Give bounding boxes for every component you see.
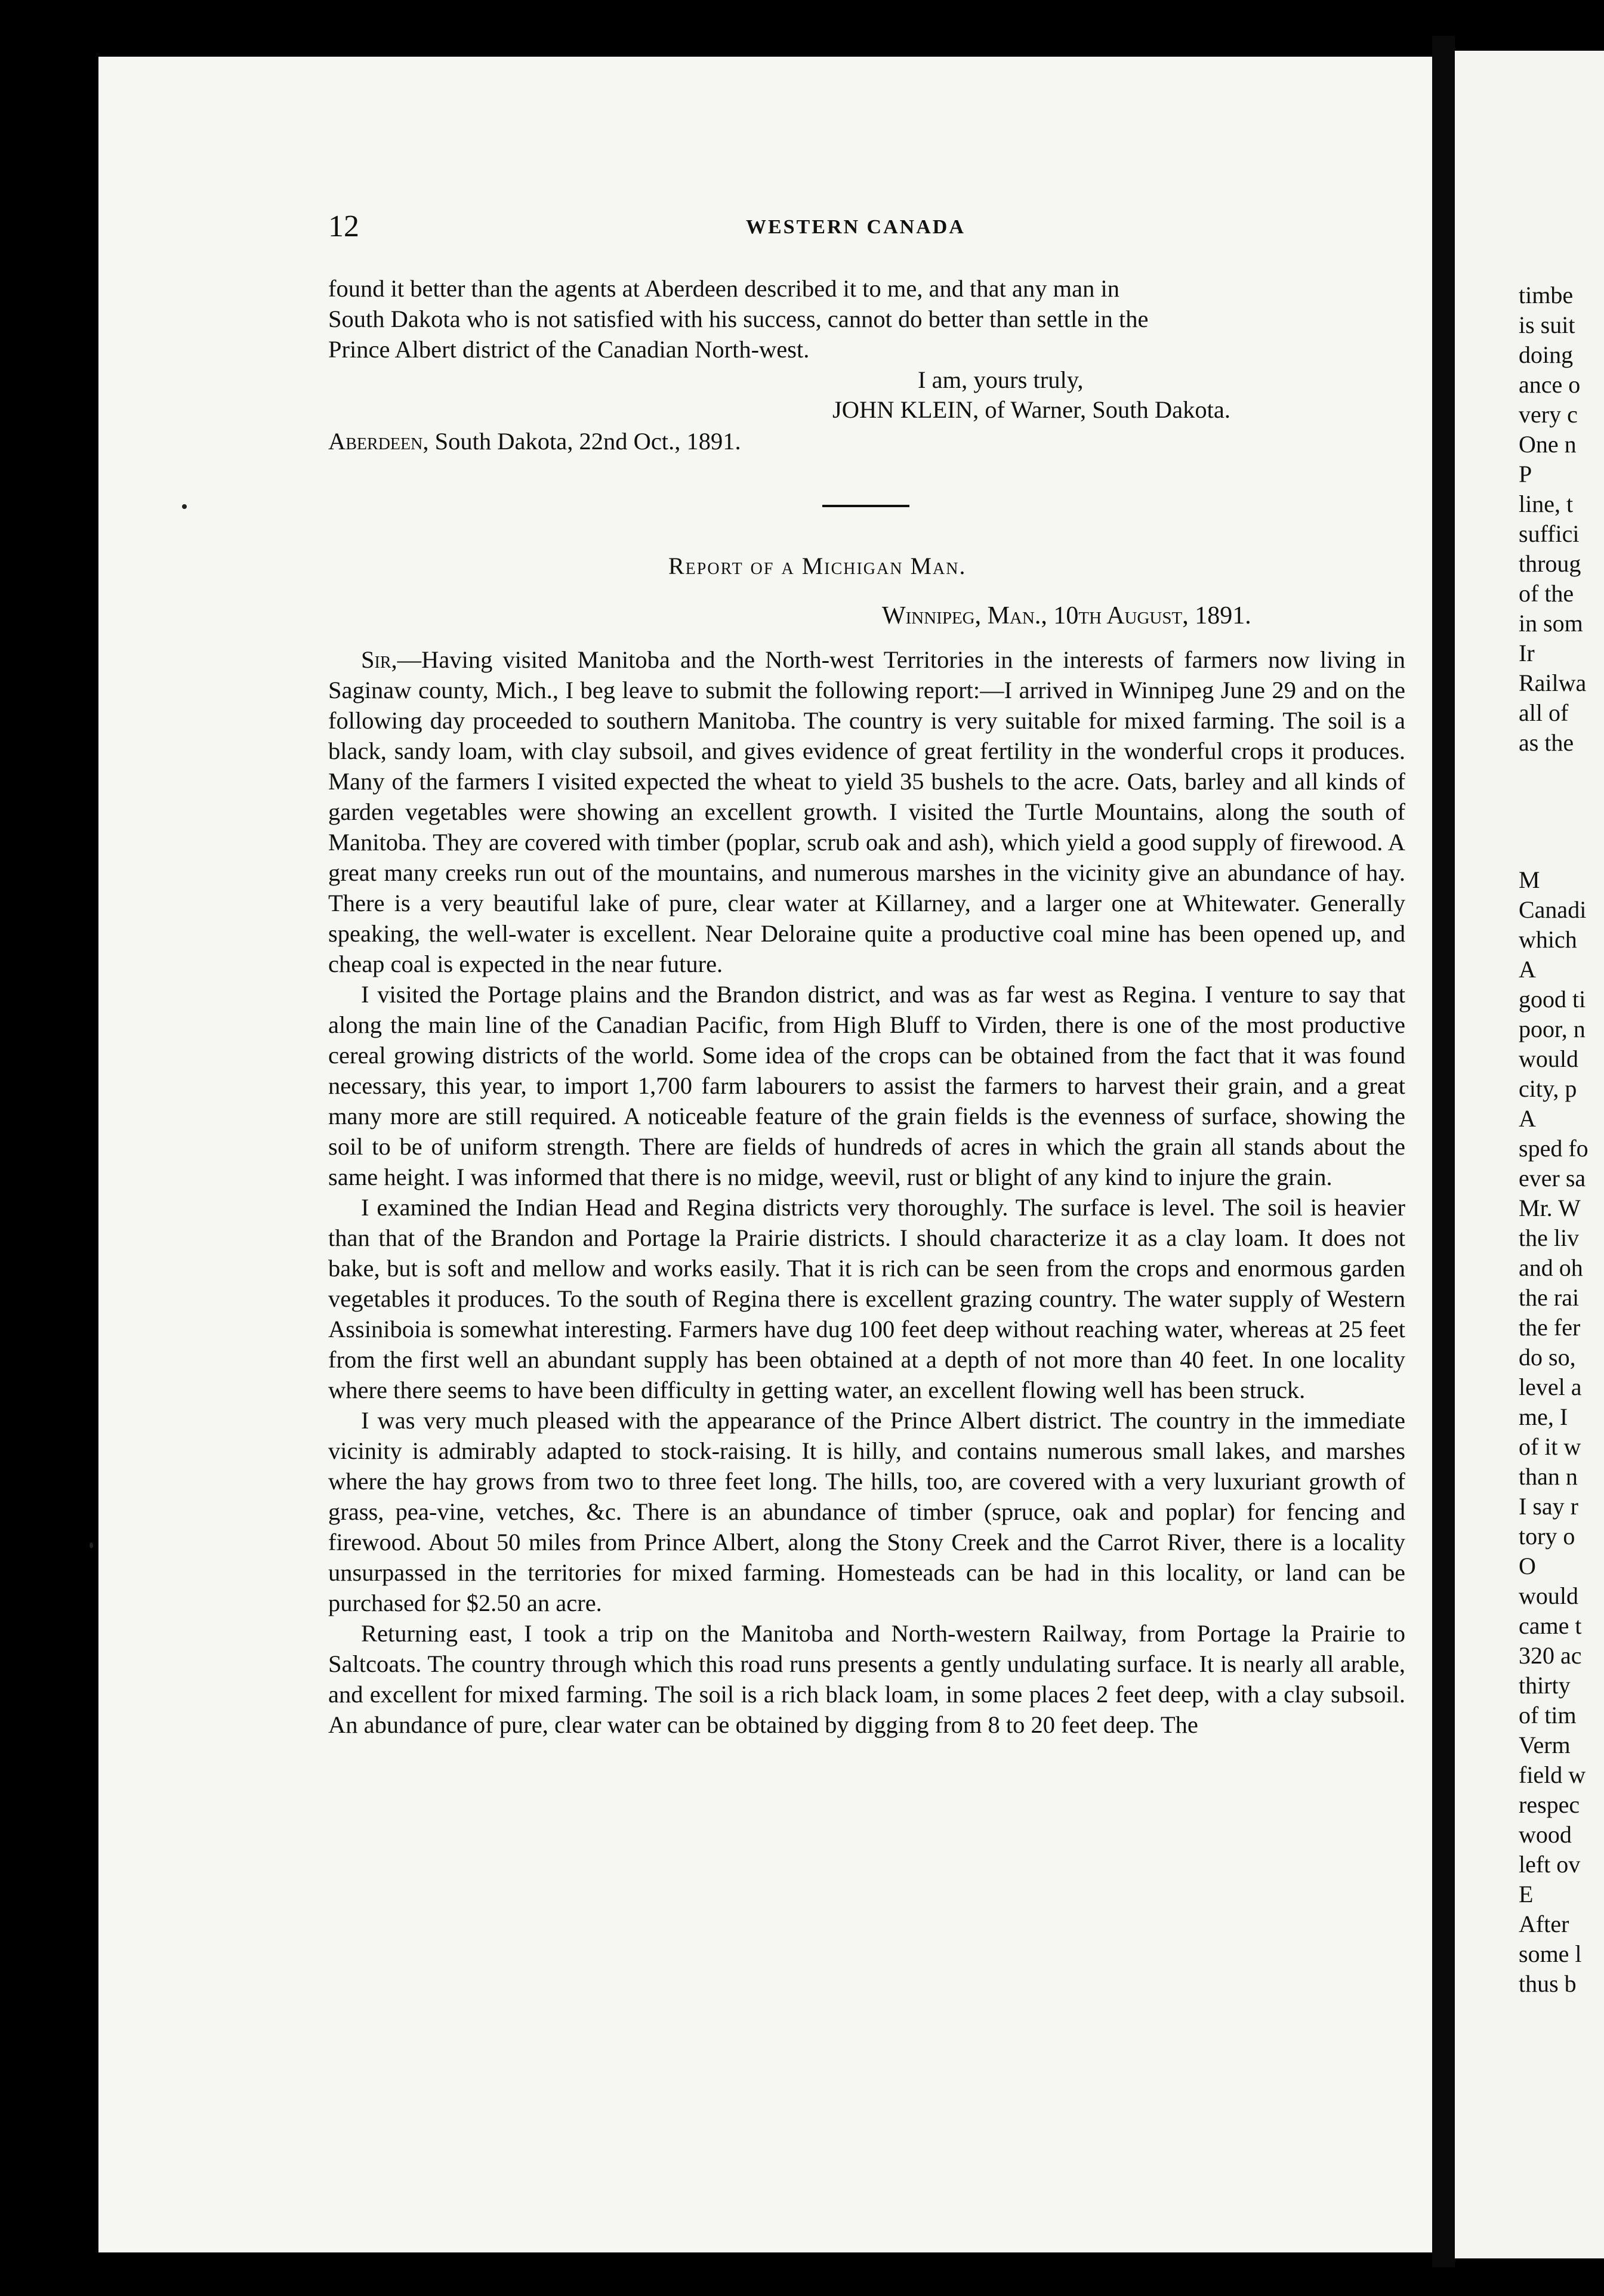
facing-page-line: Canadi — [1519, 896, 1587, 923]
facing-page-line: M — [1519, 866, 1540, 893]
facing-page-line: thus b — [1519, 1970, 1577, 1997]
facing-page-line: in som — [1519, 610, 1583, 637]
place-caps: Aberdeen — [328, 428, 423, 455]
facing-page-line: wood — [1519, 1821, 1572, 1848]
scan-speck — [90, 1542, 93, 1548]
letter-signature: JOHN KLEIN, of Warner, South Dakota. — [832, 396, 1230, 423]
report-body — [328, 644, 1405, 1740]
facing-page-line: city, p — [1519, 1075, 1577, 1102]
facing-page-line: ance o — [1519, 371, 1581, 398]
facing-page-line: would — [1519, 1045, 1578, 1072]
facing-page-line: me, I — [1519, 1403, 1568, 1430]
section-divider — [822, 505, 909, 507]
report-paragraph: Returning east, I took a trip on the Manitoba and North-western Railway, from Portage la Prairie to Saltcoats. The country through which this road runs presents a gently undulating surface. It is nearly all arable, and excellent for mixed farming. The soil is a rich black loam, in some places 2 feet deep, with a clay subsoil. An abundance of pure, clear water can be obtained by digging from 8 to 20 feet deep. The — [328, 1620, 1405, 1738]
report-paragraph: I examined the Indian Head and Regina districts very thoroughly. The surface is level. The soil is heavier than that of the Brandon and Portage la Prairie districts. I should characterize it as a clay loam. It does not bake, but is soft and mellow and works easily. That it is rich can be seen from the crops and enormous garden vegetables it produces. To the south of Regina there is excellent grazing country. The water supply of Western Assiniboia is somewhat interesting. Farmers have dug 100 feet deep without reaching water, whereas at 25 feet from the first well an abundant supply has been obtained at a depth of not more than 40 feet. In one locality where there seems to have been difficulty in getting water, an excellent flowing well has been struck. — [328, 1194, 1405, 1403]
report-paragraph: I was very much pleased with the appearance of the Prince Albert district. The country in the immediate vicinity is admirably adapted to stock-raising. It is hilly, and contains numerous small lakes, and marshes where the hay grows from two to three feet long. The hills, too, are covered with a very luxuriant growth of grass, pea-vine, vetches, &c. There is an abundance of timber (spruce, oak and poplar) for fencing and firewood. About 50 miles from Prince Albert, along the Stony Creek and the Carrot River, there is a locality unsurpassed in the territories for mixed farming. Homesteads can be had in this locality, or land can be purchased for $2.50 an acre. — [328, 1407, 1405, 1616]
facing-page-line: some l — [1519, 1940, 1582, 1967]
facing-page-line: of it w — [1519, 1433, 1581, 1460]
facing-page-line: timbe — [1519, 282, 1574, 308]
letter-closing: I am, yours truly, — [918, 366, 1084, 393]
facing-page-line: thirty — [1519, 1672, 1571, 1699]
facing-page-line: the liv — [1519, 1224, 1580, 1251]
facing-page-line: do so, — [1519, 1344, 1576, 1371]
facing-page-line: the fer — [1519, 1314, 1581, 1341]
facing-page-line: would — [1519, 1582, 1578, 1609]
book-gutter — [1432, 36, 1455, 2267]
facing-page-line: I say r — [1519, 1493, 1578, 1520]
facing-page-line: After — [1519, 1911, 1569, 1937]
facing-page-line: all of — [1519, 699, 1569, 726]
facing-page-line: came t — [1519, 1612, 1582, 1639]
page-number: 12 — [328, 209, 359, 243]
letter-line: found it better than the agents at Aberdeen described it to me, and that any man in — [328, 275, 1119, 302]
facing-page-line: 320 ac — [1519, 1642, 1582, 1669]
facing-page-line: Railwa — [1519, 669, 1587, 696]
facing-page-line: very c — [1519, 401, 1578, 428]
facing-page-line: respec — [1519, 1791, 1580, 1818]
facing-page-line: and oh — [1519, 1254, 1583, 1281]
facing-page-line: than n — [1519, 1463, 1578, 1490]
report-paragraph: I visited the Portage plains and the Brandon district, and was as far west as Regina. I venture to say that along the main line of the Canadian Pacific, from High Bluff to Virden, there is one of the most productive cereal growing districts of the world. Some idea of the crops can be obtained from the fact that it was found necessary, this year, to import 1,700 farm labourers to assist the farmers to harvest their grain, and a great many more are still required. A noticeable feature of the grain fields is the evenness of surface, showing the soil to be of uniform strength. There are fields of hundreds of acres in which the grain all stands about the same height. I was informed that there is no midge, weevil, rust or blight of any kind to injure the grain. — [328, 981, 1405, 1190]
facing-page-line: O — [1519, 1553, 1536, 1579]
running-title: WESTERN CANADA — [746, 216, 966, 238]
report-paragraph: Sir,—Having visited Manitoba and the North-west Territories in the interests of farmers now living in Saginaw county, Mich., I beg leave to submit the following report:—I arrived in Winnipeg June 29 and on the following day proceeded to southern Manitoba. The country is very suitable for mixed farming. The soil is a black, sandy loam, with clay subsoil, and gives evidence of great fertility in the wonderful crops it produces. Many of the farmers I visited expected the wheat to yield 35 bushels to the acre. Oats, barley and all kinds of garden vegetables were showing an excellent growth. I visited the Turtle Mountains, along the south of Manitoba. They are covered with timber (poplar, scrub oak and ash), which yield a good supply of firewood. A great many creeks run out of the mountains, and numerous marshes in the vicinity give an abundance of hay. There is a very beautiful lake of pure, clear water at Killarney, and a larger one at Whitewater. Generally speaking, the well-water is excellent. Near Deloraine quite a productive coal mine has been opened up, and cheap coal is expected in the near future. — [328, 646, 1405, 977]
facing-page-line: suffici — [1519, 520, 1580, 547]
facing-page-line: Mr. W — [1519, 1195, 1581, 1221]
scan-speck — [182, 504, 187, 509]
facing-page-line: doing — [1519, 341, 1574, 368]
facing-page-line: of the — [1519, 580, 1574, 607]
report-dateline: Winnipeg, Man., 10th August, 1891. — [882, 602, 1251, 629]
facing-page-line: Verm — [1519, 1732, 1571, 1758]
facing-page-line: throug — [1519, 550, 1581, 577]
facing-page-line: sped fo — [1519, 1135, 1588, 1162]
facing-page-line: poor, n — [1519, 1016, 1586, 1042]
facing-page-line: P — [1519, 461, 1532, 487]
facing-page-line: as the — [1519, 729, 1574, 756]
facing-page-line: level a — [1519, 1374, 1582, 1400]
facing-page-line: ever sa — [1519, 1165, 1586, 1192]
page-header — [328, 209, 1402, 251]
facing-page-line: tory o — [1519, 1523, 1575, 1550]
letter-ending — [328, 273, 1405, 365]
facing-page-line: A — [1519, 1105, 1536, 1132]
report-title: Report of a Michigan Man. — [668, 553, 967, 579]
letter-line: Prince Albert district of the Canadian North-west. — [328, 336, 810, 363]
facing-page-line: the rai — [1519, 1284, 1580, 1311]
facing-page-line: line, t — [1519, 490, 1574, 517]
facing-page-line: E — [1519, 1881, 1534, 1908]
letter-line: South Dakota who is not satisfied with his success, cannot do better than settle in the — [328, 305, 1149, 332]
place-rest: , South Dakota, 22nd Oct., 1891. — [422, 428, 741, 455]
facing-page-line: Ir — [1519, 640, 1535, 666]
facing-page-line: left ov — [1519, 1851, 1581, 1878]
facing-page-line: of tim — [1519, 1702, 1577, 1729]
letter-place-date — [328, 427, 741, 456]
facing-page-line: field w — [1519, 1761, 1586, 1788]
facing-page-line: One n — [1519, 431, 1577, 458]
facing-page-line: A — [1519, 956, 1536, 983]
salutation: Sir — [361, 646, 391, 673]
facing-page-line: good ti — [1519, 986, 1586, 1013]
facing-page-line: is suit — [1519, 311, 1575, 338]
facing-page-line: which — [1519, 926, 1577, 953]
